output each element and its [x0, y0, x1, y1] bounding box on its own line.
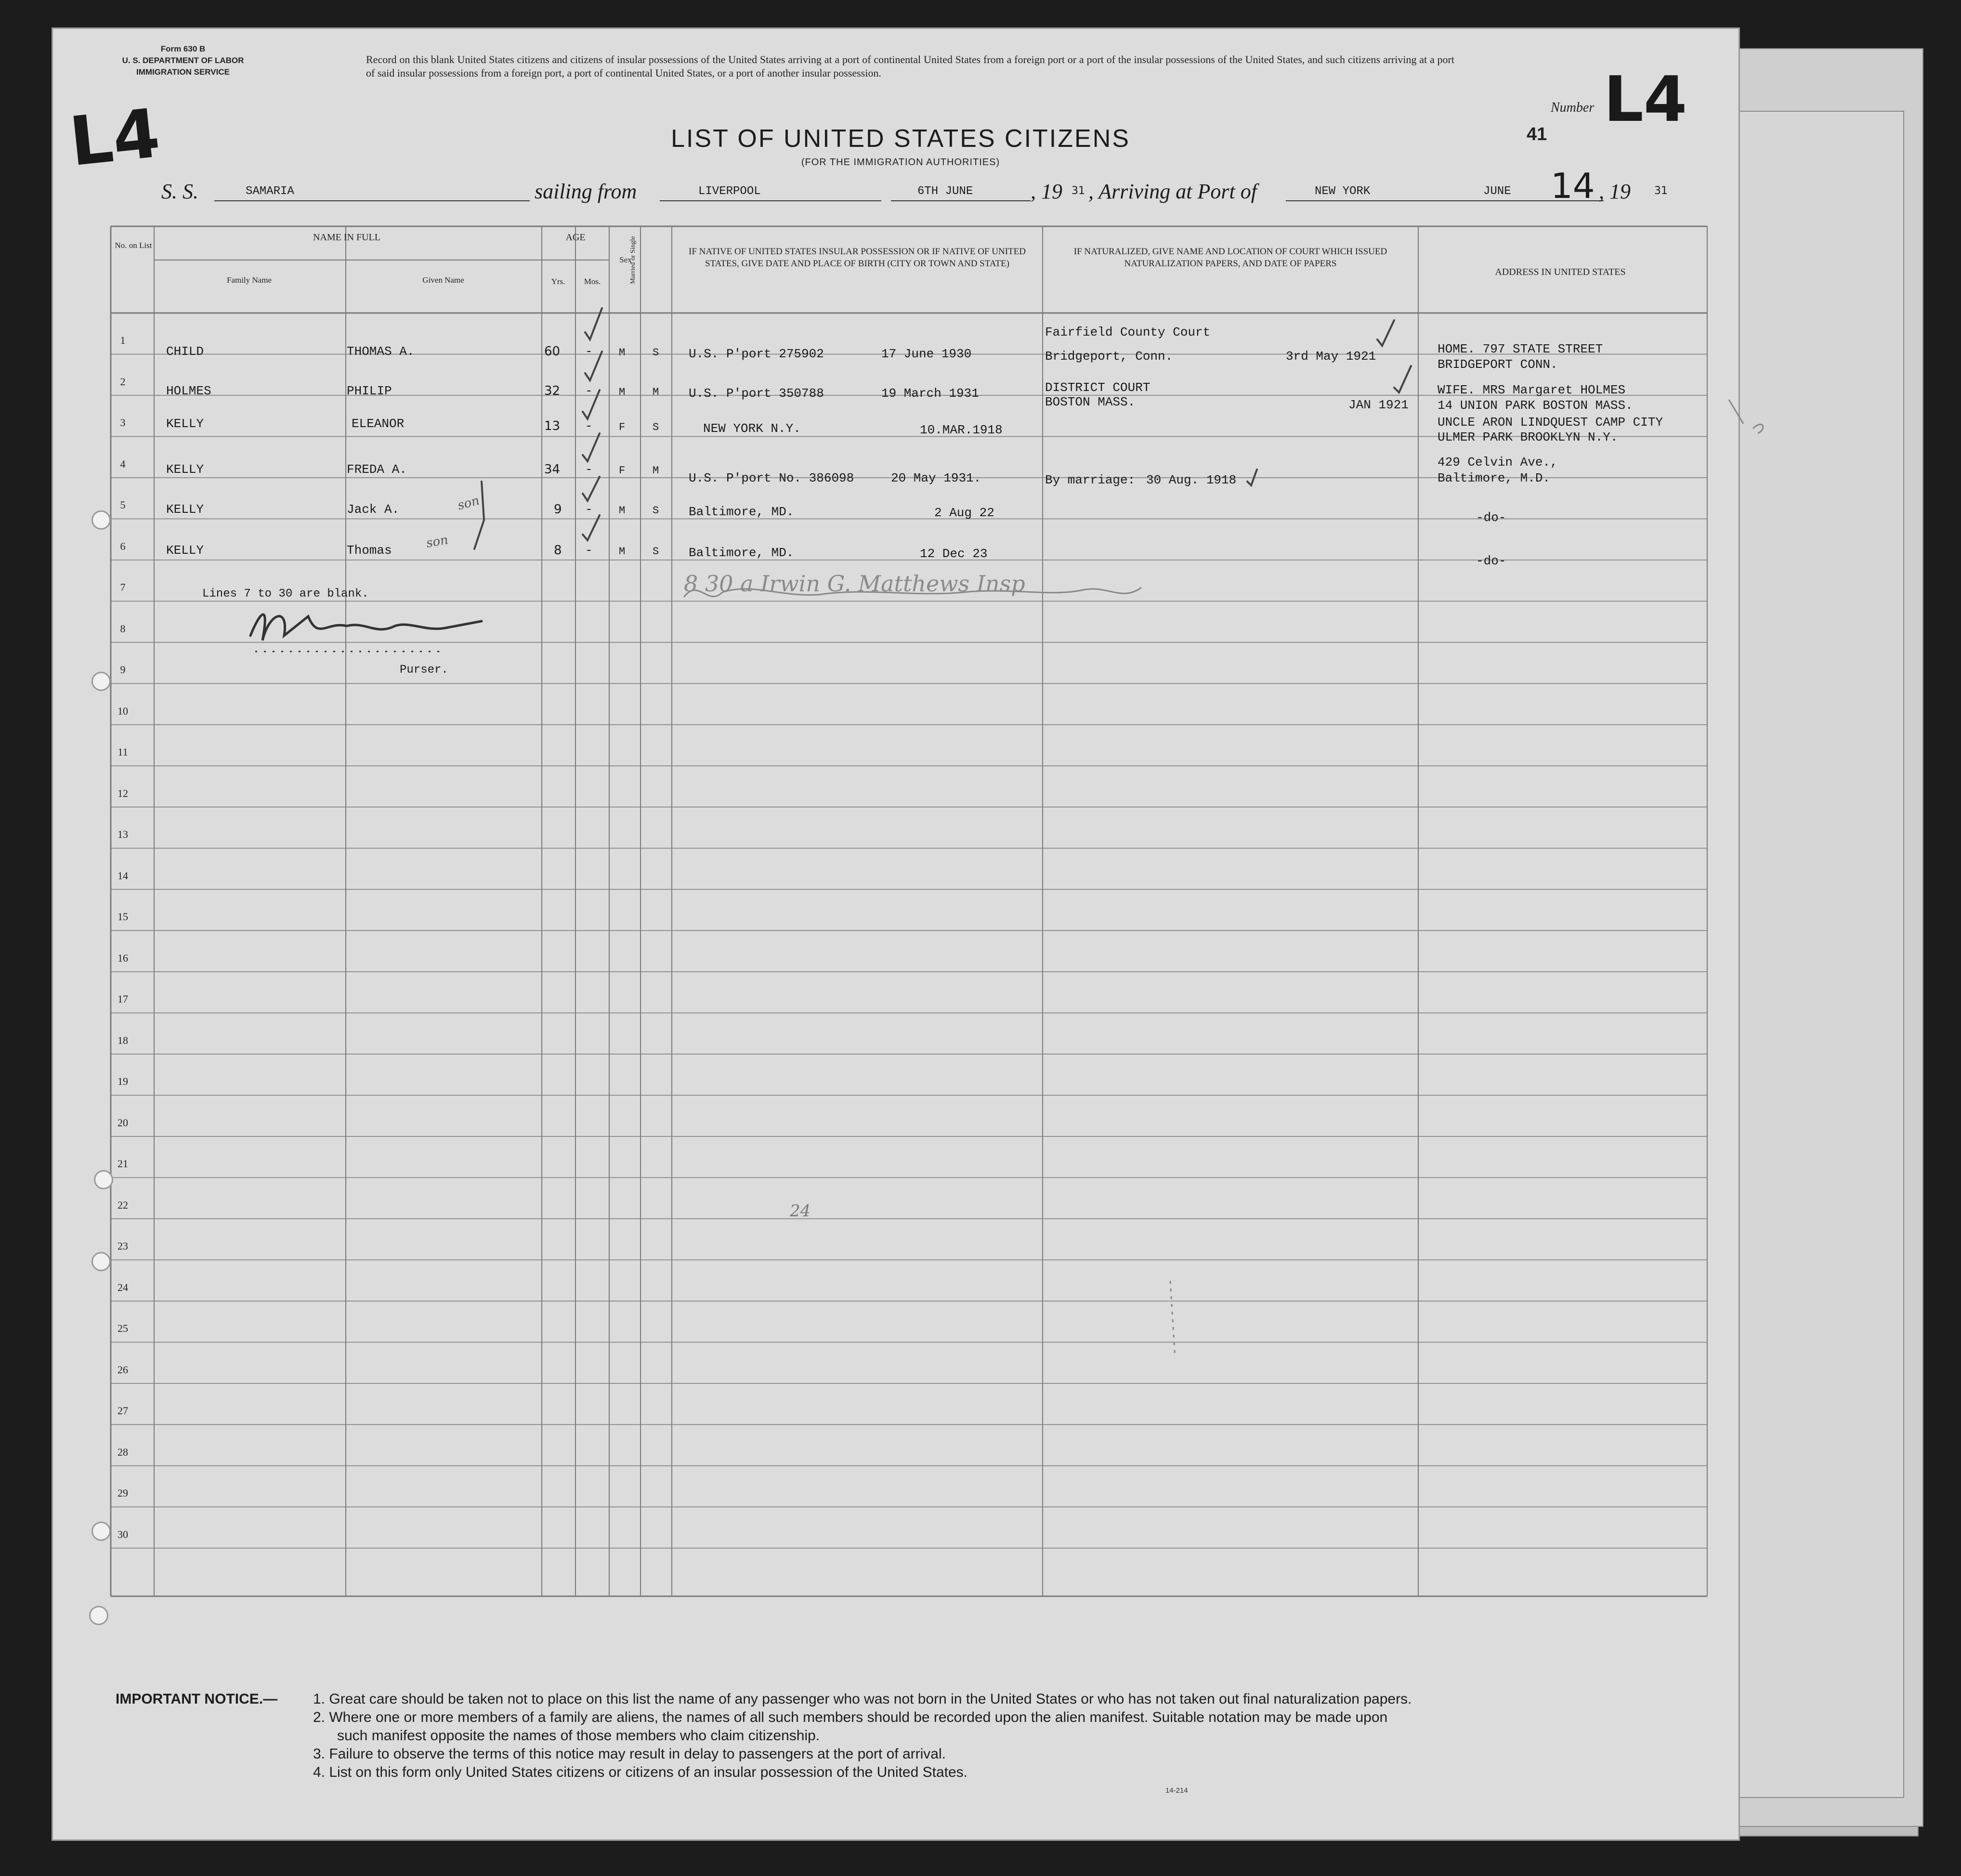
birth-info: U.S. P'port No. 386098: [689, 471, 854, 485]
birth-date: 20 May 1931.: [891, 471, 981, 485]
birth-info: U.S. P'port 275902: [689, 347, 824, 361]
row-number: 14: [118, 869, 128, 882]
age-months: -: [585, 462, 593, 477]
check-mark-icon: [1394, 366, 1411, 392]
birth-info: Baltimore, MD.: [689, 505, 794, 519]
birth-info: NEW YORK N.Y.: [703, 421, 801, 436]
header-given-name: Given Name: [422, 275, 464, 285]
row-number: 4: [120, 457, 126, 470]
sex: M: [619, 347, 626, 359]
family-name: CHILD: [166, 344, 204, 359]
row-number: 17: [118, 993, 128, 1005]
birth-info: Baltimore, MD.: [689, 546, 794, 560]
family-name: KELLY: [166, 417, 204, 431]
naturalization-court: Fairfield County Court: [1045, 325, 1211, 339]
marital-status: S: [653, 347, 659, 359]
birth-date: 17 June 1930: [881, 347, 972, 361]
row-number: 29: [118, 1487, 128, 1499]
row-number: 24: [118, 1281, 128, 1293]
row-number: 7: [120, 581, 126, 593]
address-line-1: -do-: [1476, 554, 1506, 568]
sex: M: [619, 546, 626, 558]
marital-status: S: [653, 546, 659, 558]
header-birth: IF NATIVE OF UNITED STATES INSULAR POSSESSION OR IF NATIVE OF UNITED STATES, GIVE DATE AND PLACE OF BIRTH (CITY OR TOWN AND STATE): [689, 247, 1026, 269]
check-mark-icon: [583, 477, 600, 501]
faint-mark-icon: [1170, 1281, 1175, 1358]
row-number: 6: [120, 540, 126, 552]
naturalization-location: BOSTON MASS.: [1045, 395, 1136, 409]
age-months: -: [585, 502, 593, 517]
row-number: 28: [118, 1446, 128, 1458]
sailing-label: sailing from: [535, 180, 637, 203]
service: IMMIGRATION SERVICE: [136, 67, 230, 77]
from-port: LIVERPOOL: [698, 185, 761, 198]
handwritten-number: L4: [1604, 63, 1687, 136]
row-number: 9: [120, 664, 126, 676]
age-months: -: [585, 384, 593, 398]
margin-note-son: son: [425, 533, 450, 551]
family-name: KELLY: [166, 543, 204, 558]
naturalization-court: DISTRICT COURT: [1045, 380, 1150, 395]
age-years: 32: [544, 384, 561, 398]
punch-hole: [92, 510, 111, 530]
page-subtitle: (FOR THE IMMIGRATION AUTHORITIES): [801, 157, 1000, 168]
given-name: ELEANOR: [352, 417, 405, 431]
row-number: 16: [118, 951, 128, 964]
year-prefix: , 19: [1031, 180, 1062, 203]
row-number: 21: [118, 1158, 128, 1170]
header-married-single: Married or Single: [629, 236, 637, 284]
address-line-1: HOME. 797 STATE STREET: [1438, 342, 1603, 356]
notice-item: 1. Great care should be taken not to place on this list the name of any passenger who was not born in the United States or who has not taken out final naturalization papers.: [313, 1691, 1412, 1707]
arrival-day: 14: [1551, 166, 1595, 206]
row-number: 11: [118, 746, 128, 758]
check-mark-icon: [585, 352, 602, 380]
age-years: 13: [544, 419, 561, 433]
address-line-1: 429 Celvin Ave.,: [1438, 455, 1558, 469]
header-address: ADDRESS IN UNITED STATES: [1495, 267, 1626, 277]
naturalization-date: 30 Aug. 1918: [1146, 473, 1237, 487]
given-name: THOMAS A.: [347, 344, 415, 359]
birth-date: 10.MAR.1918: [920, 423, 1003, 437]
form-number: Form 630 B: [160, 44, 206, 53]
age-months: -: [585, 344, 593, 359]
address-line-2: BRIDGEPORT CONN.: [1438, 357, 1558, 372]
punch-hole: [92, 1522, 111, 1541]
arriving-label: , Arriving at Port of: [1088, 180, 1257, 203]
row-number: 23: [118, 1240, 128, 1252]
age-years: 9: [554, 502, 562, 517]
birth-date: 2 Aug 22: [934, 506, 994, 520]
number-label: Number: [1551, 100, 1595, 115]
year-prefix: , 19: [1599, 180, 1631, 203]
given-name: Thomas: [347, 543, 392, 558]
family-name: KELLY: [166, 462, 204, 477]
form-code: 14-214: [1165, 1786, 1188, 1795]
punch-hole: [94, 1170, 113, 1189]
row-number: 10: [118, 704, 128, 717]
ss-label: S. S.: [161, 180, 198, 203]
age-years: 8: [554, 543, 562, 558]
blank-lines-note: Lines 7 to 30 are blank.: [202, 587, 369, 600]
header-mos: Mos.: [584, 277, 601, 286]
address-line-2: ULMER PARK BROOKLYN N.Y.: [1438, 430, 1618, 444]
arrival-port: NEW YORK: [1315, 185, 1371, 198]
age-years: 60: [544, 344, 561, 359]
year-suffix: 31: [1654, 185, 1668, 197]
purser-label: Purser.: [400, 664, 448, 677]
family-name: KELLY: [166, 502, 204, 517]
arrival-month: JUNE: [1483, 185, 1511, 198]
year-suffix: 31: [1072, 185, 1085, 197]
punch-hole: [92, 1252, 111, 1271]
naturalization-location: Bridgeport, Conn.: [1045, 349, 1173, 364]
page-title: LIST OF UNITED STATES CITIZENS: [671, 125, 1130, 153]
birth-date: 12 Dec 23: [920, 547, 988, 561]
age-months: -: [585, 543, 593, 558]
row-number: 18: [118, 1034, 128, 1046]
header-name-in-full: NAME IN FULL: [313, 232, 380, 243]
sex: F: [619, 421, 626, 433]
marital-status: M: [653, 465, 659, 477]
margin-note-son: son: [456, 493, 481, 513]
check-mark-icon: [1247, 469, 1257, 485]
check-mark-icon: [583, 515, 600, 540]
header-yrs: Yrs.: [551, 277, 565, 286]
check-mark-icon: [583, 433, 600, 461]
row-number: 2: [120, 375, 126, 388]
naturalization-date: 3rd May 1921: [1286, 349, 1376, 364]
row-number: 20: [118, 1116, 128, 1129]
age-months: -: [585, 419, 593, 433]
header-no: No. on List: [115, 241, 152, 250]
margin-mark-icon: [1729, 400, 1763, 433]
row-number: 13: [118, 828, 128, 840]
age-years: 34: [544, 462, 561, 477]
sheet-number: 41: [1527, 124, 1547, 144]
sex: M: [619, 386, 626, 398]
row-number: 19: [118, 1075, 128, 1087]
ship-name: SAMARIA: [246, 185, 294, 198]
marital-status: S: [653, 505, 659, 517]
notice-item: 2. Where one or more members of a family are aliens, the names of all such members should be recorded upon the alien manifest. Suitable notation may be made upon: [313, 1709, 1388, 1725]
birth-info: U.S. P'port 350788: [689, 386, 824, 401]
header-age: AGE: [565, 232, 586, 243]
naturalization-date: JAN 1921: [1348, 398, 1409, 412]
department: U. S. DEPARTMENT OF LABOR: [122, 56, 244, 65]
address-line-2: Baltimore, M.D.: [1438, 471, 1551, 485]
marital-status: M: [653, 386, 659, 398]
address-line-2: 14 UNION PARK BOSTON MASS.: [1438, 398, 1633, 413]
row-number: 1: [120, 334, 126, 346]
check-mark-icon: [1377, 320, 1394, 346]
sex: F: [619, 465, 626, 477]
notice-item: such manifest opposite the names of those members who claim citizenship.: [337, 1728, 820, 1744]
row-number: 22: [118, 1199, 128, 1211]
check-mark-icon: [585, 308, 602, 339]
page-mark: 24: [790, 1201, 811, 1221]
header-family-name: Family Name: [226, 275, 272, 285]
given-name: Jack A.: [347, 502, 400, 517]
row-number: 30: [118, 1528, 128, 1540]
row-number: 3: [120, 417, 126, 429]
address-line-1: -do-: [1476, 510, 1506, 525]
header-naturalized: IF NATURALIZED, GIVE NAME AND LOCATION OF COURT WHICH ISSUED NATURALIZATION PAPERS, AND DATE OF PAPERS: [1073, 247, 1387, 269]
purser-signature-icon: [250, 614, 482, 640]
punch-hole: [92, 672, 111, 691]
row-number: 15: [118, 911, 128, 923]
row-number: 5: [120, 499, 126, 511]
notice-label: IMPORTANT NOTICE.—: [116, 1691, 278, 1707]
sex: M: [619, 505, 626, 517]
address-line-1: WIFE. MRS Margaret HOLMES: [1438, 383, 1626, 397]
header-sex: Sex: [619, 255, 632, 264]
depart-date: 6TH JUNE: [917, 185, 973, 198]
inspector-note: 8 30 a Irwin G. Matthews Insp: [684, 571, 1025, 597]
naturalization-court: By marriage:: [1045, 473, 1136, 487]
address-line-1: UNCLE ARON LINDQUEST CAMP CITY: [1438, 415, 1663, 430]
bracket-mark-icon: [474, 482, 484, 549]
birth-date: 19 March 1931: [881, 386, 979, 401]
row-number: 12: [118, 787, 128, 799]
given-name: FREDA A.: [347, 462, 407, 477]
handwritten-corner-mark: L4: [65, 94, 164, 182]
check-mark-icon: [583, 390, 600, 419]
family-name: HOLMES: [166, 384, 211, 398]
row-number: 25: [118, 1322, 128, 1334]
notice-item: 3. Failure to observe the terms of this notice may result in delay to passengers at the port of arrival.: [313, 1746, 946, 1762]
marital-status: S: [653, 421, 659, 433]
form-instructions: Record on this blank United States citizens and citizens of insular possessions of the United States arriving at a port of continental United States from a foreign port or a port of the insular possessions of the United States, and such citizens arriving at a port of said insular possessions from a foreign port, a port of continental United States, or a port of another insular possession.: [366, 53, 1454, 79]
row-number: 8: [120, 622, 126, 635]
row-number: 27: [118, 1405, 128, 1417]
punch-hole: [89, 1606, 108, 1625]
given-name: PHILIP: [347, 384, 392, 398]
notice-item: 4. List on this form only United States citizens or citizens of an insular possession of the United States.: [313, 1764, 968, 1780]
row-number: 26: [118, 1363, 128, 1376]
